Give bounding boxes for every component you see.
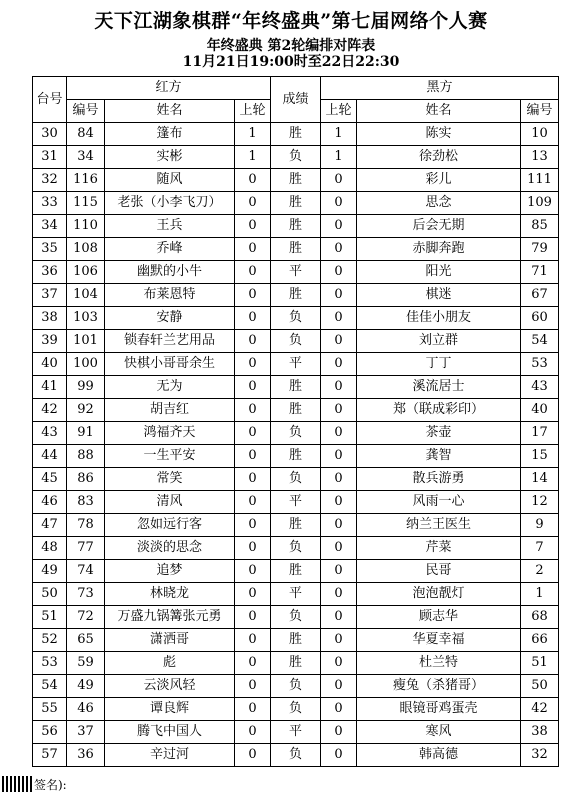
header-red-no: 编号 [67,100,105,123]
table-row [33,376,559,399]
cell-black-last: 0 [321,675,357,698]
cell-black-name: 风雨一心 [357,491,521,514]
cell-table-no: 42 [33,399,67,422]
cell-red-name: 忽如远行客 [105,514,235,537]
cell-red-no: 103 [67,307,105,330]
cell-result: 胜 [271,629,321,652]
cell-black-name: 丁丁 [357,353,521,376]
cell-black-last: 0 [321,353,357,376]
cell-black-name: 彩儿 [357,169,521,192]
cell-black-no: 51 [521,652,559,675]
cell-result: 平 [271,491,321,514]
cell-black-last: 0 [321,652,357,675]
cell-black-last: 0 [321,330,357,353]
cell-black-no: 40 [521,399,559,422]
schedule-time: 11月21日19:00时至22日22:30 [182,54,400,70]
cell-red-last: 0 [235,376,271,399]
cell-table-no: 41 [33,376,67,399]
cell-result: 负 [271,146,321,169]
cell-black-last: 0 [321,468,357,491]
cell-result: 胜 [271,192,321,215]
cell-result: 平 [271,583,321,606]
cell-red-no: 84 [67,123,105,146]
cell-black-last: 0 [321,192,357,215]
cell-table-no: 47 [33,514,67,537]
cell-black-last: 1 [321,123,357,146]
table-row [33,537,559,560]
cell-red-name: 淡淡的思念 [105,537,235,560]
cell-result: 负 [271,468,321,491]
cell-result: 负 [271,537,321,560]
cell-red-name: 布莱恩特 [105,284,235,307]
cell-result: 负 [271,698,321,721]
cell-black-last: 0 [321,560,357,583]
signature-label: 签名): [34,778,67,792]
cell-red-no: 59 [67,652,105,675]
cell-red-no: 78 [67,514,105,537]
cell-red-name: 潇洒哥 [105,629,235,652]
cell-red-name: 万盛九锅篝张元勇 [105,606,235,629]
cell-red-last: 0 [235,491,271,514]
cell-red-no: 116 [67,169,105,192]
table-row [33,215,559,238]
cell-red-no: 72 [67,606,105,629]
round-title: 年终盛典 第2轮编排对阵表 [206,38,376,54]
cell-red-no: 91 [67,422,105,445]
cell-black-name: 溪流居士 [357,376,521,399]
cell-red-no: 92 [67,399,105,422]
cell-red-name: 常笑 [105,468,235,491]
table-row [33,468,559,491]
cell-red-last: 0 [235,560,271,583]
cell-table-no: 39 [33,330,67,353]
cell-black-name: 寒风 [357,721,521,744]
header-red-last: 上轮 [235,100,271,123]
header-result: 成绩 [271,77,321,123]
table-body [33,123,559,767]
table-row [33,675,559,698]
cell-black-no: 79 [521,238,559,261]
cell-black-no: 1 [521,583,559,606]
cell-red-name: 谭良辉 [105,698,235,721]
table-row [33,514,559,537]
cell-black-no: 10 [521,123,559,146]
cell-result: 胜 [271,560,321,583]
cell-red-no: 65 [67,629,105,652]
cell-black-last: 0 [321,238,357,261]
cell-black-last: 1 [321,146,357,169]
cell-black-name: 眼镜哥鸡蛋壳 [357,698,521,721]
cell-red-last: 1 [235,123,271,146]
cell-red-last: 0 [235,606,271,629]
cell-table-no: 45 [33,468,67,491]
cell-table-no: 38 [33,307,67,330]
cell-black-last: 0 [321,514,357,537]
cell-table-no: 32 [33,169,67,192]
cell-red-last: 0 [235,215,271,238]
cell-black-name: 棋迷 [357,284,521,307]
cell-result: 负 [271,606,321,629]
cell-black-name: 杜兰特 [357,652,521,675]
cell-red-name: 王兵 [105,215,235,238]
cell-red-name: 老张（小李飞刀） [105,192,235,215]
cell-table-no: 37 [33,284,67,307]
table-row [33,399,559,422]
cell-table-no: 49 [33,560,67,583]
cell-red-no: 37 [67,721,105,744]
cell-black-no: 13 [521,146,559,169]
cell-red-last: 0 [235,445,271,468]
cell-result: 负 [271,744,321,767]
cell-black-name: 韩高德 [357,744,521,767]
table-row [33,238,559,261]
cell-black-no: 54 [521,330,559,353]
stamp-icon [2,776,32,792]
cell-black-name: 纳兰王医生 [357,514,521,537]
cell-red-last: 0 [235,353,271,376]
cell-red-name: 快棋小哥哥余生 [105,353,235,376]
pairing-table [32,76,559,767]
table-row [33,146,559,169]
cell-black-name: 瘦兔（杀猪哥） [357,675,521,698]
cell-table-no: 53 [33,652,67,675]
cell-red-no: 88 [67,445,105,468]
table-row [33,606,559,629]
header-row-top [33,77,559,100]
cell-black-last: 0 [321,215,357,238]
cell-red-name: 篷布 [105,123,235,146]
cell-red-no: 34 [67,146,105,169]
cell-black-last: 0 [321,629,357,652]
cell-black-last: 0 [321,606,357,629]
cell-table-no: 40 [33,353,67,376]
cell-red-no: 77 [67,537,105,560]
cell-red-name: 随风 [105,169,235,192]
table-row [33,261,559,284]
table-row [33,652,559,675]
cell-black-no: 2 [521,560,559,583]
cell-red-last: 1 [235,146,271,169]
cell-red-last: 0 [235,537,271,560]
cell-black-no: 17 [521,422,559,445]
cell-black-name: 后会无期 [357,215,521,238]
cell-black-name: 泡泡靓灯 [357,583,521,606]
cell-red-last: 0 [235,192,271,215]
subtitle [0,38,582,70]
cell-black-no: 60 [521,307,559,330]
cell-black-no: 53 [521,353,559,376]
table-row [33,169,559,192]
cell-table-no: 51 [33,606,67,629]
cell-table-no: 34 [33,215,67,238]
cell-red-name: 腾飞中国人 [105,721,235,744]
cell-result: 胜 [271,376,321,399]
cell-table-no: 33 [33,192,67,215]
cell-black-name: 阳光 [357,261,521,284]
cell-red-last: 0 [235,652,271,675]
cell-result: 胜 [271,514,321,537]
cell-result: 胜 [271,652,321,675]
cell-black-no: 14 [521,468,559,491]
cell-table-no: 44 [33,445,67,468]
cell-red-no: 86 [67,468,105,491]
cell-table-no: 43 [33,422,67,445]
table-row [33,192,559,215]
cell-result: 负 [271,422,321,445]
cell-table-no: 30 [33,123,67,146]
header-black-last: 上轮 [321,100,357,123]
cell-red-name: 一生平安 [105,445,235,468]
cell-table-no: 52 [33,629,67,652]
cell-black-last: 0 [321,284,357,307]
table-header [33,77,559,123]
cell-black-name: 赤脚奔跑 [357,238,521,261]
cell-red-no: 106 [67,261,105,284]
table-row [33,491,559,514]
cell-black-no: 42 [521,698,559,721]
cell-red-last: 0 [235,307,271,330]
cell-red-no: 115 [67,192,105,215]
cell-black-no: 68 [521,606,559,629]
cell-red-name: 胡吉红 [105,399,235,422]
cell-table-no: 57 [33,744,67,767]
cell-table-no: 50 [33,583,67,606]
cell-black-last: 0 [321,261,357,284]
table-row [33,698,559,721]
cell-result: 胜 [271,123,321,146]
cell-table-no: 55 [33,698,67,721]
cell-table-no: 48 [33,537,67,560]
cell-red-name: 无为 [105,376,235,399]
cell-result: 负 [271,330,321,353]
cell-red-last: 0 [235,721,271,744]
cell-black-last: 0 [321,491,357,514]
cell-red-name: 林晓龙 [105,583,235,606]
cell-red-last: 0 [235,675,271,698]
cell-red-name: 追梦 [105,560,235,583]
cell-table-no: 56 [33,721,67,744]
table-row [33,307,559,330]
cell-red-name: 云淡风轻 [105,675,235,698]
cell-black-no: 32 [521,744,559,767]
cell-black-no: 67 [521,284,559,307]
cell-black-no: 43 [521,376,559,399]
cell-red-no: 108 [67,238,105,261]
cell-black-last: 0 [321,583,357,606]
table-row [33,353,559,376]
cell-black-name: 顾志华 [357,606,521,629]
table-row [33,123,559,146]
cell-black-no: 66 [521,629,559,652]
cell-red-last: 0 [235,399,271,422]
cell-red-name: 锁春轩兰艺用品 [105,330,235,353]
cell-black-name: 徐劲松 [357,146,521,169]
cell-red-no: 74 [67,560,105,583]
cell-red-last: 0 [235,514,271,537]
cell-red-no: 49 [67,675,105,698]
cell-red-no: 36 [67,744,105,767]
cell-black-name: 佳佳小朋友 [357,307,521,330]
cell-table-no: 31 [33,146,67,169]
cell-red-last: 0 [235,468,271,491]
cell-black-last: 0 [321,537,357,560]
cell-red-last: 0 [235,629,271,652]
cell-red-name: 安静 [105,307,235,330]
table-row [33,629,559,652]
cell-black-no: 38 [521,721,559,744]
cell-red-no: 100 [67,353,105,376]
table-row [33,744,559,767]
cell-result: 胜 [271,169,321,192]
cell-result: 胜 [271,399,321,422]
cell-red-name: 辛过河 [105,744,235,767]
cell-result: 负 [271,307,321,330]
cell-red-last: 0 [235,744,271,767]
page-title: 天下江湖象棋群“年终盛典”第七届网络个人赛 [94,10,488,32]
cell-black-name: 民哥 [357,560,521,583]
cell-red-no: 110 [67,215,105,238]
cell-black-no: 111 [521,169,559,192]
header-red-name: 姓名 [105,100,235,123]
cell-black-no: 85 [521,215,559,238]
cell-black-last: 0 [321,698,357,721]
cell-red-last: 0 [235,261,271,284]
cell-red-last: 0 [235,330,271,353]
cell-table-no: 35 [33,238,67,261]
table-row [33,284,559,307]
cell-black-name: 华夏幸福 [357,629,521,652]
cell-red-name: 清风 [105,491,235,514]
header-black-name: 姓名 [357,100,521,123]
header-black-side: 黑方 [321,77,559,100]
cell-black-last: 0 [321,422,357,445]
table-row [33,422,559,445]
cell-result: 胜 [271,445,321,468]
cell-black-no: 15 [521,445,559,468]
cell-red-no: 73 [67,583,105,606]
cell-red-name: 幽默的小牛 [105,261,235,284]
cell-black-name: 陈实 [357,123,521,146]
table-row [33,560,559,583]
cell-red-last: 0 [235,238,271,261]
cell-black-last: 0 [321,744,357,767]
signature-area [2,776,67,793]
cell-black-no: 12 [521,491,559,514]
table-row [33,445,559,468]
table-row [33,583,559,606]
cell-table-no: 54 [33,675,67,698]
cell-black-last: 0 [321,376,357,399]
cell-black-last: 0 [321,445,357,468]
header-red-side: 红方 [67,77,271,100]
cell-black-last: 0 [321,399,357,422]
cell-black-last: 0 [321,307,357,330]
cell-black-no: 71 [521,261,559,284]
cell-black-no: 109 [521,192,559,215]
cell-black-name: 龚智 [357,445,521,468]
cell-result: 负 [271,675,321,698]
cell-black-last: 0 [321,169,357,192]
cell-black-name: 芹菜 [357,537,521,560]
table-row [33,721,559,744]
cell-black-no: 9 [521,514,559,537]
cell-result: 胜 [271,284,321,307]
cell-red-no: 46 [67,698,105,721]
cell-red-name: 乔峰 [105,238,235,261]
table-row [33,330,559,353]
cell-result: 平 [271,353,321,376]
cell-red-last: 0 [235,422,271,445]
header-table-no: 台号 [33,77,67,123]
cell-black-name: 散兵游勇 [357,468,521,491]
cell-red-no: 83 [67,491,105,514]
cell-red-last: 0 [235,698,271,721]
cell-result: 平 [271,261,321,284]
cell-table-no: 46 [33,491,67,514]
cell-red-name: 鸿福齐天 [105,422,235,445]
cell-table-no: 36 [33,261,67,284]
cell-red-no: 99 [67,376,105,399]
header-black-no: 编号 [521,100,559,123]
cell-red-no: 104 [67,284,105,307]
cell-black-name: 刘立群 [357,330,521,353]
cell-red-no: 101 [67,330,105,353]
cell-result: 胜 [271,215,321,238]
cell-black-name: 郑（联成彩印） [357,399,521,422]
cell-black-no: 50 [521,675,559,698]
cell-black-name: 思念 [357,192,521,215]
cell-result: 平 [271,721,321,744]
cell-result: 胜 [271,238,321,261]
cell-red-last: 0 [235,583,271,606]
cell-black-last: 0 [321,721,357,744]
cell-black-name: 茶壶 [357,422,521,445]
cell-red-last: 0 [235,284,271,307]
cell-red-name: 实彬 [105,146,235,169]
cell-black-no: 7 [521,537,559,560]
cell-red-last: 0 [235,169,271,192]
cell-red-name: 彪 [105,652,235,675]
